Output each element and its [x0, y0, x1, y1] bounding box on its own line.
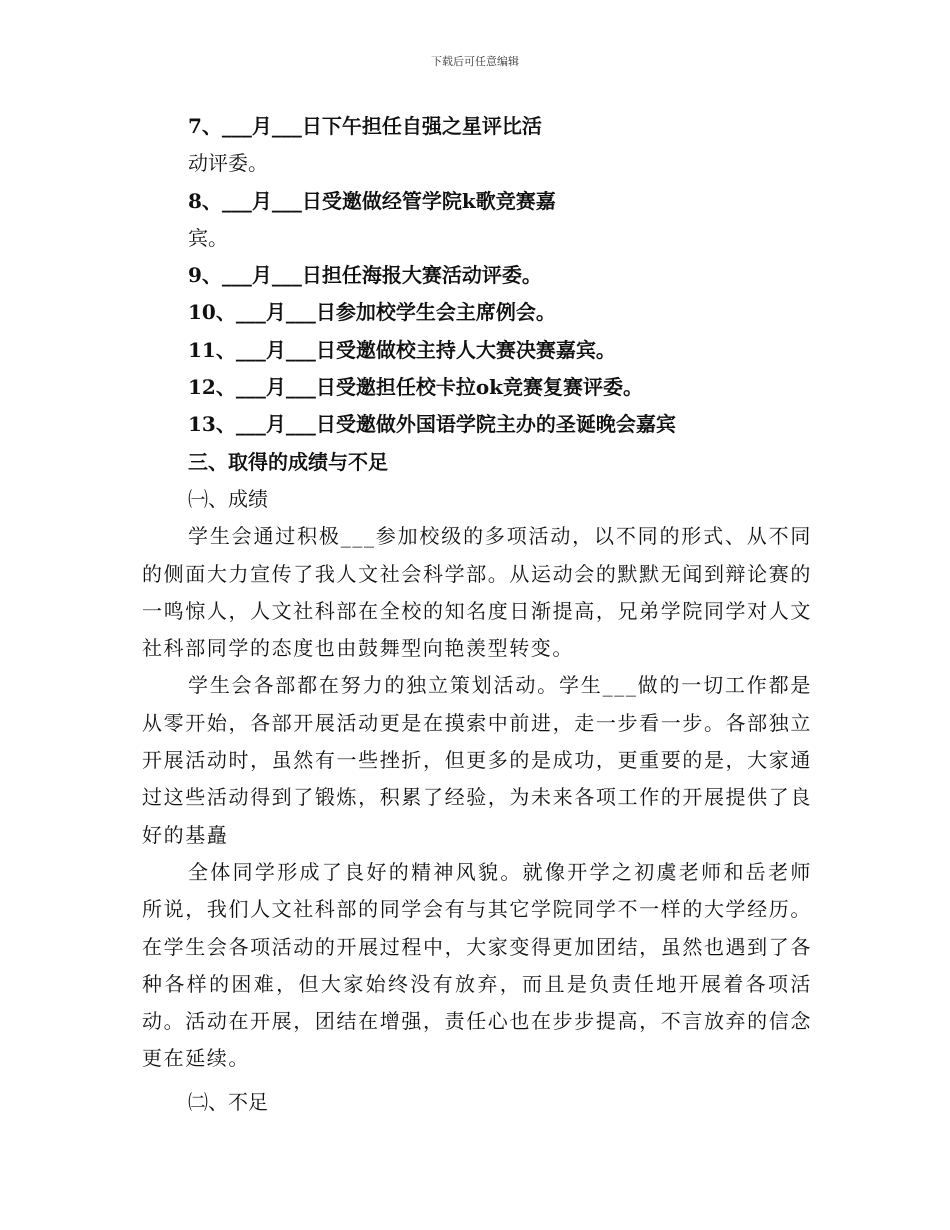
- section-heading: 三、取得的成绩与不足: [188, 449, 388, 474]
- page-header: 下载后可任意编辑: [431, 55, 519, 68]
- list-item: 10、___月___日参加校学生会主席例会。: [188, 300, 556, 325]
- list-item: [142, 183, 812, 258]
- paragraph: 学生会各部都在努力的独立策划活动。学生___做的一切工作都是从零开始，各部开展活动更是在摸索中前进，走一步看一步。各部独立开展活动时，虽然有一些挫折，但更多的是成功，更重要的是，大家通过这些活动得到了锻炼，积累了经验，为未来各项工作的开展提供了良好的基矗: [142, 673, 812, 847]
- list-item: 11、___月___日受邀做校主持人大赛决赛嘉宾。: [188, 337, 616, 362]
- list-item-line: 7、___月___日下午担任自强之星评比活: [188, 114, 542, 138]
- list-item: [142, 108, 812, 183]
- paragraph: 全体同学形成了良好的精神风貌。就像开学之初虞老师和岳老师所说，我们人文社科部的同学会有与其它学院同学不一样的大学经历。在学生会各项活动的开展过程中，大家变得更加团结，虽然也遇到了各种各样的困难，但大家始终没有放弃，而且是负责任地开展着各项活动。活动在开展，团结在增强，责任心也在步步提高，不言放弃的信念更在延续。: [142, 859, 812, 1071]
- list-item: 12、___月___日受邀担任校卡拉ok竞赛复赛评委。: [188, 375, 644, 400]
- list-item-continuation: 宾。: [188, 225, 228, 250]
- subsection-heading-achievements: ㈠、成绩: [188, 486, 268, 511]
- document-body: [142, 108, 812, 1121]
- paragraph: 学生会通过积极___参加校级的多项活动，以不同的形式、从不同的侧面大力宣传了我人文社会科学部。从运动会的默默无闻到辩论赛的一鸣惊人，人文社科部在全校的知名度日渐提高，兄弟学院同学对人文社科部同学的态度也由鼓舞型向艳羡型转变。: [142, 524, 812, 661]
- subsection-heading-shortcomings: ㈡、不足: [188, 1089, 268, 1114]
- list-item-continuation: 动评委。: [188, 151, 268, 176]
- list-item-line: 8、___月___日受邀做经管学院k歌竞赛嘉: [188, 188, 556, 213]
- list-item: 13、___月___日受邀做外国语学院主办的圣诞晚会嘉宾: [188, 412, 676, 437]
- list-item: 9、___月___日担任海报大赛活动评委。: [188, 263, 542, 288]
